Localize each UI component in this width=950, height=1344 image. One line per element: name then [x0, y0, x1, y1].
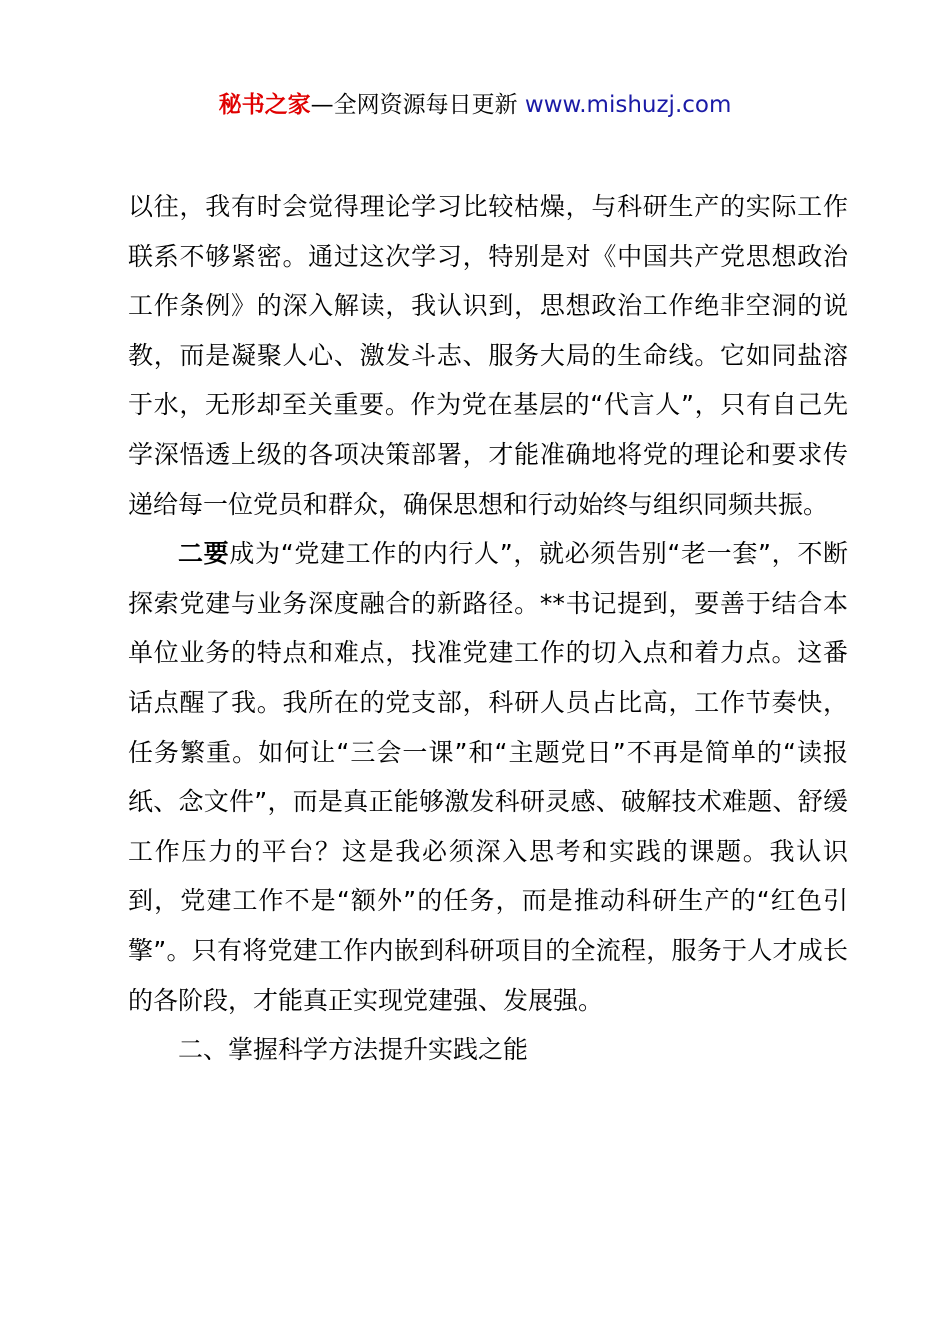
paragraph-1: 以往，我有时会觉得理论学习比较枯燥，与科研生产的实际工作联系不够紧密。通过这次学习，特别是对《中国共产党思想政治工作条例》的深入解读，我认识到，思想政治工作绝非空洞的说教，而是凝聚人心、激发斗志、服务大局的生命线。它如同盐溶于水，无形却至关重要。作为党在基层的“代言人”，只有自己先学深悟透上级的各项决策部署，才能准确地将党的理论和要求传递给每一位党员和群众，确保思想和行动始终与组织同频共振。: [128, 192, 848, 519]
page-header: [0, 88, 950, 122]
section-heading: 二、掌握科学方法提升实践之能: [178, 1035, 529, 1065]
paragraph-2-lead: 二要: [178, 539, 230, 569]
header-url-link[interactable]: www.mishuzj.com: [524, 92, 732, 118]
header-tagline: —全网资源每日更新: [310, 92, 525, 118]
document-body: [128, 182, 848, 1075]
paragraph-2-body: 成为“党建工作的内行人”，就必须告别“老一套”，不断探索党建与业务深度融合的新路径。**书记提到，要善于结合本单位业务的特点和难点，找准党建工作的切入点和着力点。这番话点醒了我。我所在的党支部，科研人员占比高，工作节奏快，任务繁重。如何让“三会一课”和“主题党日”不再是简单的“读报纸、念文件”，而是真正能够激发科研灵感、破解技术难题、舒缓工作压力的平台？这是我必须深入思考和实践的课题。我认识到，党建工作不是“额外”的任务，而是推动科研生产的“红色引擎”。只有将党建工作内嵌到科研项目的全流程，服务于人才成长的各阶段，才能真正实现党建强、发展强。: [128, 539, 848, 1015]
brand-name: 秘书之家: [218, 92, 311, 118]
paragraph-2: [128, 529, 848, 1025]
